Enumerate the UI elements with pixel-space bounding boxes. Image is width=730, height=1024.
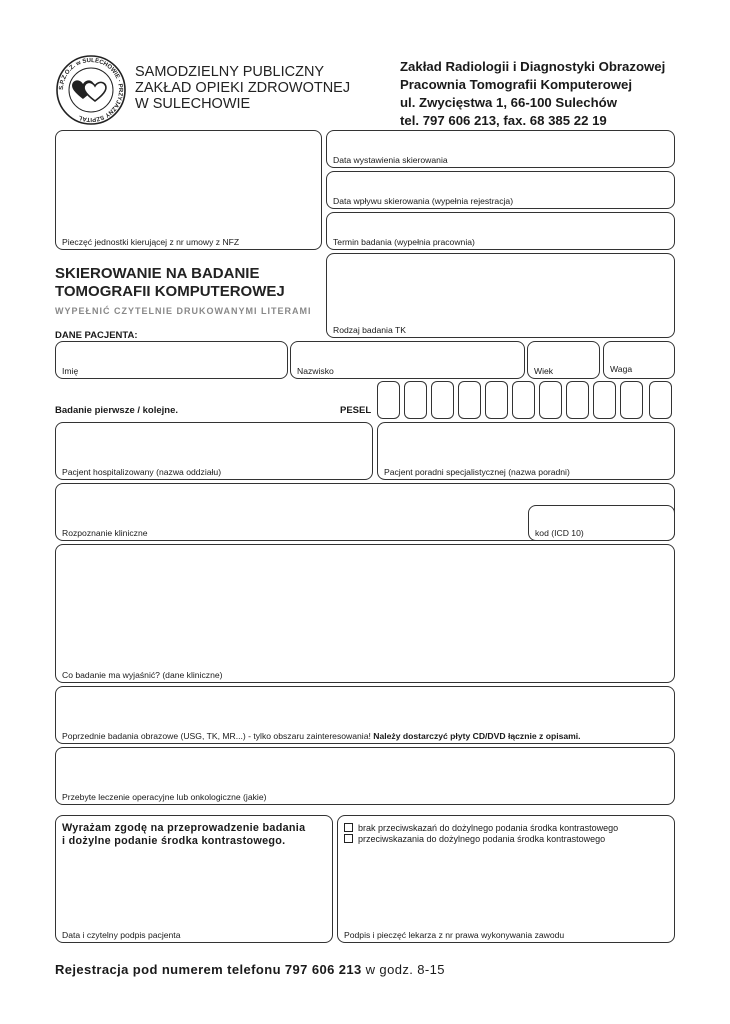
pesel-label: PESEL [340, 405, 372, 416]
issue-date-field[interactable] [326, 130, 675, 168]
registration-footer [55, 962, 445, 977]
dept-line: Zakład Radiologii i Diagnostyki Obrazowej [400, 59, 666, 74]
org-name-line: W SULECHOWIE [135, 96, 251, 112]
receipt-date-label: Data wpływu skierowania (wypełnia rejestracja) [333, 196, 514, 206]
previous-imaging-field[interactable] [55, 686, 675, 744]
consent-line: i dożylne podanie środka kontrastowego. [62, 835, 286, 847]
exam-date-label: Termin badania (wypełnia pracownia) [333, 237, 475, 247]
contraindications-option[interactable] [344, 834, 618, 845]
issue-date-label: Data wystawienia skierowania [333, 155, 448, 165]
age-field[interactable] [527, 341, 600, 379]
pesel-digit-5[interactable] [485, 381, 508, 419]
pesel-digit-2[interactable] [404, 381, 427, 419]
doctor-declaration-box[interactable] [337, 815, 675, 943]
checkbox-icon[interactable] [344, 823, 353, 832]
contraindications-label: przeciwskazania do dożylnego podania środka kontrastowego [358, 834, 606, 844]
pesel-digit-11[interactable] [649, 381, 672, 419]
pesel-digit-9[interactable] [593, 381, 616, 419]
no-contraindications-option[interactable] [344, 823, 618, 834]
form-subtitle: WYPEŁNIĆ CZYTELNIE DRUKOWANYMI LITERAMI [55, 306, 312, 316]
form-title-line: TOMOGRAFII KOMPUTEROWEJ [55, 283, 285, 300]
outpatient-clinic-label: Pacjent poradni specjalistycznej (nazwa poradni) [384, 467, 570, 477]
pesel-digit-6[interactable] [512, 381, 535, 419]
previous-imaging-text: Poprzednie badania obrazowe (USG, TK, MR...) - tylko obszaru zainteresowania! [62, 731, 371, 741]
hospital-ward-field[interactable] [55, 422, 373, 480]
no-contraindications-label: brak przeciwskazań do dożylnego podania środka kontrastowego [358, 823, 619, 833]
logo-ring-text: S.P.Z.O.Z. w SULECHOWIE · PRZYJAZNY SZPITAL [58, 57, 124, 123]
patient-section-title: DANE PACJENTA: [55, 330, 138, 341]
form-title [55, 265, 285, 301]
patient-signature-label: Data i czytelny podpis pacjenta [62, 930, 181, 940]
department-info [400, 58, 665, 130]
weight-label: Waga [610, 364, 633, 374]
diagnosis-label: Rozpoznanie kliniczne [62, 528, 148, 538]
hospital-ward-label: Pacjent hospitalizowany (nazwa oddziału) [62, 467, 222, 477]
pesel-digit-4[interactable] [458, 381, 481, 419]
exam-type-field[interactable] [326, 253, 675, 338]
exam-type-label: Rodzaj badania TK [333, 325, 406, 335]
prior-treatment-label: Przebyte leczenie operacyjne lub onkologiczne (jakie) [62, 792, 267, 802]
previous-imaging-label [62, 731, 581, 741]
age-label: Wiek [534, 366, 554, 376]
form-title-line: SKIEROWANIE NA BADANIE [55, 265, 260, 282]
last-name-label: Nazwisko [297, 366, 334, 376]
org-name [135, 64, 350, 112]
org-name-line: SAMODZIELNY PUBLICZNY [135, 64, 325, 80]
pesel-digit-10[interactable] [620, 381, 643, 419]
patient-consent-box[interactable] [55, 815, 333, 943]
dept-line: tel. 797 606 213, fax. 68 385 22 19 [400, 113, 607, 128]
previous-imaging-note: Należy dostarczyć płyty CD/DVD łącznie z opisami. [373, 731, 581, 741]
org-name-line: ZAKŁAD OPIEKI ZDROWOTNEJ [135, 80, 351, 96]
icd-code-label: kod (ICD 10) [535, 528, 584, 538]
dept-line: ul. Zwycięstwa 1, 66-100 Sulechów [400, 95, 617, 110]
pesel-digit-3[interactable] [431, 381, 454, 419]
registration-hours: w godz. 8-15 [361, 962, 445, 977]
prior-treatment-field[interactable] [55, 747, 675, 805]
checkbox-icon[interactable] [344, 834, 353, 843]
pesel-digit-8[interactable] [566, 381, 589, 419]
first-name-field[interactable] [55, 341, 288, 379]
exam-date-field[interactable] [326, 212, 675, 250]
hospital-logo [55, 54, 127, 126]
clinical-question-field[interactable] [55, 544, 675, 683]
first-name-label: Imię [62, 366, 79, 376]
stamp-field[interactable] [55, 130, 322, 250]
last-name-field[interactable] [290, 341, 525, 379]
dept-line: Pracownia Tomografii Komputerowej [400, 77, 633, 92]
exam-order-label: Badanie pierwsze / kolejne. [55, 405, 179, 416]
receipt-date-field[interactable] [326, 171, 675, 209]
pesel-digit-1[interactable] [377, 381, 400, 419]
consent-line: Wyrażam zgodę na przeprowadzenie badania [62, 822, 306, 834]
doctor-signature-label: Podpis i pieczęć lekarza z nr prawa wykonywania zawodu [344, 930, 565, 940]
registration-phone: Rejestracja pod numerem telefonu 797 606 213 [55, 962, 362, 977]
consent-text [62, 822, 305, 848]
weight-field[interactable] [603, 341, 675, 379]
pesel-digit-7[interactable] [539, 381, 562, 419]
stamp-label: Pieczęć jednostki kierującej z nr umowy z NFZ [62, 237, 240, 247]
icd-code-field[interactable] [528, 505, 675, 541]
clinical-question-label: Co badanie ma wyjaśnić? (dane kliniczne) [62, 670, 223, 680]
outpatient-clinic-field[interactable] [377, 422, 675, 480]
